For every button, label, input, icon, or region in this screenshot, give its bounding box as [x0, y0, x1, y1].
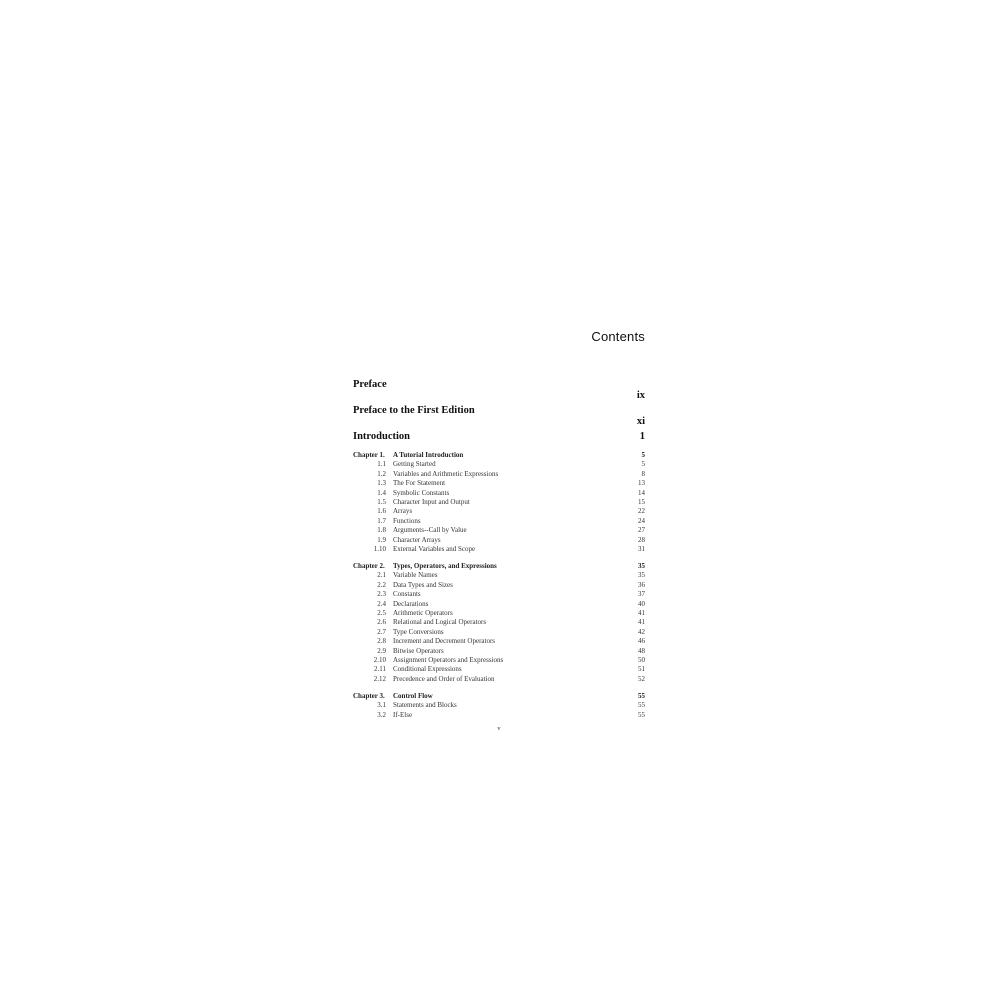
toc-section-row[interactable] [353, 517, 645, 526]
toc-section-row[interactable] [353, 460, 645, 469]
section-number: 2.3 [377, 590, 386, 599]
chapter-heading[interactable] [353, 692, 645, 701]
toc-entry-preface[interactable] [353, 379, 645, 403]
toc-chapter-1 [353, 451, 645, 554]
section-page: 24 [638, 516, 645, 525]
toc-section-row[interactable] [353, 489, 645, 498]
section-page: 27 [638, 526, 645, 535]
page-title: Contents [591, 329, 645, 344]
section-page: 37 [638, 590, 645, 599]
section-page: 22 [638, 507, 645, 516]
toc-chapter-2 [353, 562, 645, 684]
section-number: 1.1 [377, 460, 386, 469]
toc-entry-page: 1 [639, 431, 645, 442]
toc-section-row[interactable] [353, 470, 645, 479]
section-page: 50 [638, 655, 645, 664]
section-page: 48 [638, 646, 645, 655]
section-title: Increment and Decrement Operators [393, 637, 496, 646]
chapter-heading[interactable] [353, 562, 645, 571]
section-number: 1.10 [373, 544, 386, 553]
section-number: 1.2 [377, 469, 386, 478]
section-title: Character Arrays [393, 535, 441, 544]
section-title: Assignment Operators and Expressions [393, 655, 504, 664]
chapter-title: Types, Operators, and Expressions [393, 562, 497, 570]
section-title: Variables and Arithmetic Expressions [393, 469, 499, 478]
chapter-page: 5 [641, 451, 645, 459]
toc-section-row[interactable] [353, 701, 645, 710]
section-title: Data Types and Sizes [393, 580, 453, 589]
toc-section-row[interactable] [353, 675, 645, 684]
section-number: 2.9 [377, 646, 386, 655]
page-number: v [497, 725, 501, 732]
toc-entry-page: xi [636, 416, 645, 427]
section-page: 36 [638, 580, 645, 589]
toc-section-row[interactable] [353, 479, 645, 488]
section-page: 13 [638, 479, 645, 488]
section-number: 1.3 [377, 479, 386, 488]
chapter-number: Chapter 1. [353, 451, 385, 459]
section-title: Type Conversions [393, 627, 444, 636]
toc-section-row[interactable] [353, 656, 645, 665]
section-title: Arithmetic Operators [393, 608, 453, 617]
section-page: 5 [641, 460, 645, 469]
toc-section-row[interactable] [353, 600, 645, 609]
section-page: 46 [638, 637, 645, 646]
section-number: 1.5 [377, 497, 386, 506]
toc-section-row[interactable] [353, 545, 645, 554]
section-title: Character Input and Output [393, 497, 470, 506]
toc-entry-page: ix [636, 390, 645, 401]
toc-section-row[interactable] [353, 536, 645, 545]
section-title: Declarations [393, 599, 429, 608]
section-title: Relational and Logical Operators [393, 618, 487, 627]
section-title: Bitwise Operators [393, 646, 444, 655]
section-page: 42 [638, 627, 645, 636]
toc-section-row[interactable] [353, 590, 645, 599]
section-title: Functions [393, 516, 421, 525]
toc-section-row[interactable] [353, 647, 645, 656]
section-page: 55 [638, 701, 645, 710]
section-title: If-Else [393, 710, 413, 719]
section-number: 2.7 [377, 627, 386, 636]
section-number: 2.2 [377, 580, 386, 589]
section-page: 31 [638, 544, 645, 553]
section-number: 1.8 [377, 526, 386, 535]
section-title: Symbolic Constants [393, 488, 450, 497]
section-page: 52 [638, 674, 645, 683]
toc-entry-label: Preface to the First Edition [353, 405, 475, 416]
section-page: 8 [641, 469, 645, 478]
toc-entry-label: Preface [353, 379, 387, 390]
section-number: 2.6 [377, 618, 386, 627]
section-number: 1.7 [377, 516, 386, 525]
toc-entry-introduction[interactable] [353, 431, 645, 445]
toc-section-row[interactable] [353, 507, 645, 516]
section-title: Getting Started [393, 460, 436, 469]
toc-entry-preface-first-edition[interactable] [353, 405, 645, 429]
chapter-number: Chapter 3. [353, 692, 385, 700]
chapter-title: Control Flow [393, 692, 433, 700]
toc-section-row[interactable] [353, 628, 645, 637]
section-title: Precedence and Order of Evaluation [393, 674, 495, 683]
section-number: 1.9 [377, 535, 386, 544]
section-page: 15 [638, 497, 645, 506]
section-title: Arrays [393, 507, 413, 516]
section-page: 41 [638, 618, 645, 627]
toc-section-row[interactable] [353, 609, 645, 618]
section-number: 2.5 [377, 608, 386, 617]
section-number: 2.12 [373, 674, 386, 683]
section-title: External Variables and Scope [393, 544, 476, 553]
chapter-heading[interactable] [353, 451, 645, 460]
section-number: 3.1 [377, 701, 386, 710]
section-number: 2.10 [373, 655, 386, 664]
section-page: 55 [638, 710, 645, 719]
section-page: 14 [638, 488, 645, 497]
section-page: 40 [638, 599, 645, 608]
toc-entry-label: Introduction [353, 431, 410, 442]
section-number: 2.11 [374, 665, 386, 674]
section-title: Statements and Blocks [393, 701, 457, 710]
section-page: 35 [638, 571, 645, 580]
section-page: 51 [638, 665, 645, 674]
section-number: 1.4 [377, 488, 386, 497]
toc-section-row[interactable] [353, 711, 645, 720]
section-number: 3.2 [377, 710, 386, 719]
section-title: The For Statement [393, 479, 446, 488]
chapter-page: 55 [638, 692, 645, 700]
section-number: 2.1 [377, 571, 386, 580]
toc-chapter-3 [353, 692, 645, 720]
toc-section-row[interactable] [353, 618, 645, 627]
section-title: Arguments--Call by Value [393, 526, 467, 535]
section-number: 1.6 [377, 507, 386, 516]
chapter-title: A Tutorial Introduction [393, 451, 464, 459]
section-number: 2.4 [377, 599, 386, 608]
section-title: Constants [393, 590, 421, 599]
toc-section-row[interactable] [353, 498, 645, 507]
toc-section-row[interactable] [353, 665, 645, 674]
toc-section-row[interactable] [353, 581, 645, 590]
chapter-page: 35 [638, 562, 645, 570]
section-number: 2.8 [377, 637, 386, 646]
section-title: Conditional Expressions [393, 665, 462, 674]
section-page: 41 [638, 608, 645, 617]
section-title: Variable Names [393, 571, 438, 580]
toc-section-row[interactable] [353, 637, 645, 646]
toc-section-row[interactable] [353, 571, 645, 580]
section-page: 28 [638, 535, 645, 544]
toc-section-row[interactable] [353, 526, 645, 535]
chapter-number: Chapter 2. [353, 562, 385, 570]
